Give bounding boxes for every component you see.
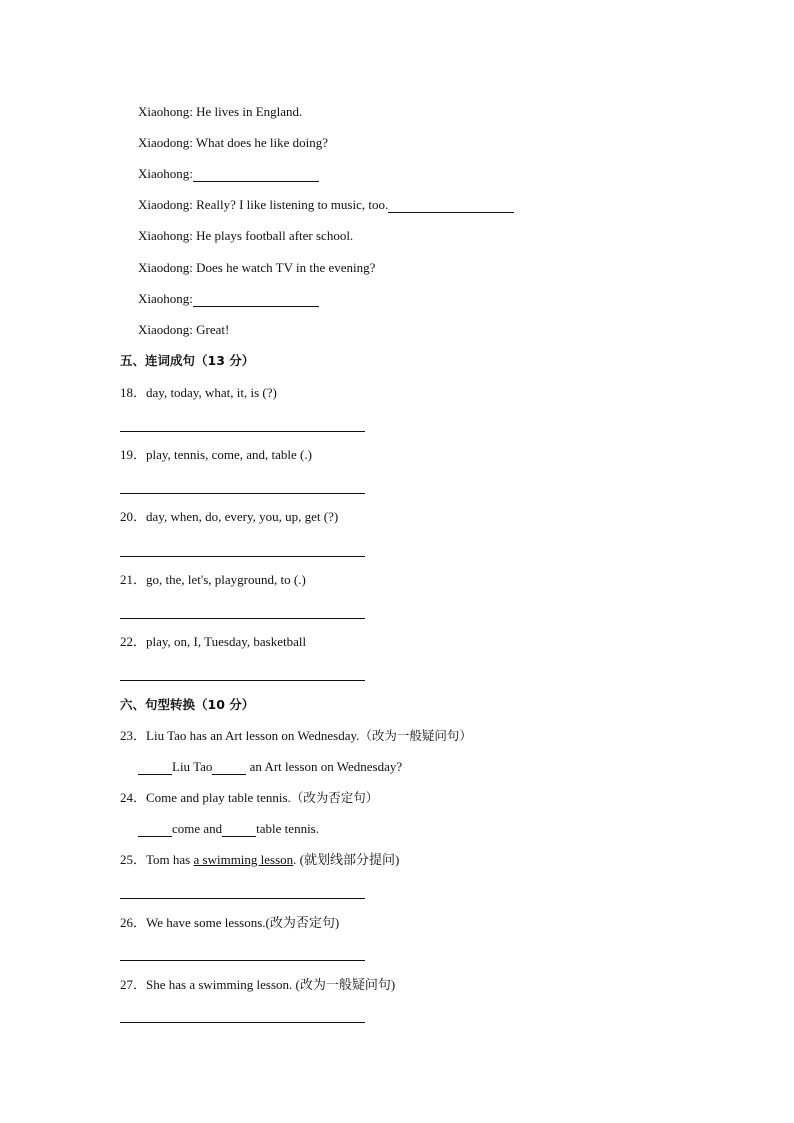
answer-blank[interactable] <box>193 293 319 307</box>
question-number: 19． <box>120 447 147 462</box>
question-text: Tom has <box>146 852 194 867</box>
speaker: Xiaohong: <box>138 166 193 181</box>
answer-line[interactable] <box>120 493 365 494</box>
question-22 <box>120 634 306 650</box>
underlined-phrase: a swimming lesson <box>193 852 294 867</box>
question-text: Liu Tao has an Art lesson on Wednesday. <box>146 728 360 743</box>
answer-blank[interactable] <box>212 761 246 775</box>
answer-blank[interactable] <box>193 168 319 182</box>
answer-word: an Art lesson on Wednesday? <box>249 759 403 774</box>
question-number: 18． <box>120 385 147 400</box>
question-text: Come and play table tennis. <box>146 790 291 805</box>
dialogue-line <box>138 135 328 151</box>
dialogue-line <box>138 166 319 182</box>
answer-word: Liu Tao <box>172 759 213 774</box>
question-text: play, on, I, Tuesday, basketball <box>146 634 307 649</box>
question-number: 23． <box>120 728 147 743</box>
answer-blank[interactable] <box>138 823 172 837</box>
question-25 <box>120 852 399 868</box>
answer-line[interactable] <box>120 680 365 681</box>
question-23 <box>120 728 472 744</box>
dialogue-text: Does he watch TV in the evening? <box>196 260 376 275</box>
question-instruction: . (就划线部分提问) <box>293 852 400 867</box>
question-text: She has a swimming lesson. (改为一般疑问句) <box>146 977 396 992</box>
speaker: Xiaodong: <box>138 260 193 275</box>
answer-blank[interactable] <box>388 199 514 213</box>
answer-line[interactable] <box>120 431 365 432</box>
dialogue-text: Great! <box>196 322 230 337</box>
answer-line[interactable] <box>120 556 365 557</box>
section-title: 六、句型转换（10 分） <box>120 697 255 712</box>
question-text: go, the, let's, playground, to (.) <box>146 572 306 587</box>
question-23-answer <box>138 759 402 775</box>
answer-blank[interactable] <box>138 761 172 775</box>
answer-line[interactable] <box>120 960 365 961</box>
question-18 <box>120 385 277 401</box>
question-text: day, today, what, it, is (?) <box>146 385 277 400</box>
dialogue-line <box>138 260 375 276</box>
answer-blank[interactable] <box>222 823 256 837</box>
speaker: Xiaodong: <box>138 197 193 212</box>
question-26 <box>120 915 339 931</box>
question-number: 22． <box>120 634 147 649</box>
answer-line[interactable] <box>120 898 365 899</box>
dialogue-line <box>138 104 302 120</box>
speaker: Xiaohong: <box>138 104 193 119</box>
question-27 <box>120 977 395 993</box>
answer-line[interactable] <box>120 618 365 619</box>
dialogue-text: He plays football after school. <box>196 228 354 243</box>
question-number: 20． <box>120 509 147 524</box>
question-instruction: （改为否定句） <box>290 790 379 805</box>
question-number: 27． <box>120 977 147 992</box>
question-number: 26． <box>120 915 147 930</box>
speaker: Xiaodong: <box>138 322 193 337</box>
speaker: Xiaohong: <box>138 228 193 243</box>
question-19 <box>120 447 312 463</box>
dialogue-text: What does he like doing? <box>195 135 329 150</box>
question-number: 24． <box>120 790 147 805</box>
answer-word: table tennis. <box>256 821 319 836</box>
dialogue-line <box>138 291 319 307</box>
dialogue-text: He lives in England. <box>196 104 303 119</box>
speaker: Xiaohong: <box>138 291 193 306</box>
dialogue-text: Really? I like listening to music, too. <box>196 197 389 212</box>
question-instruction: （改为一般疑问句） <box>359 728 472 743</box>
question-number: 21． <box>120 572 147 587</box>
dialogue-line <box>138 322 229 338</box>
answer-word: come and <box>172 821 223 836</box>
question-24 <box>120 790 378 806</box>
question-number: 25． <box>120 852 147 867</box>
question-text: play, tennis, come, and, table (.) <box>146 447 312 462</box>
speaker: Xiaodong: <box>138 135 193 150</box>
dialogue-line <box>138 228 353 244</box>
question-24-answer <box>138 821 319 837</box>
answer-line[interactable] <box>120 1022 365 1023</box>
question-text: We have some lessons.(改为否定句) <box>146 915 340 930</box>
question-20 <box>120 509 338 525</box>
question-text: day, when, do, every, you, up, get (?) <box>146 509 339 524</box>
dialogue-line <box>138 197 514 213</box>
question-21 <box>120 572 306 588</box>
section-title: 五、连词成句（13 分） <box>120 353 255 368</box>
